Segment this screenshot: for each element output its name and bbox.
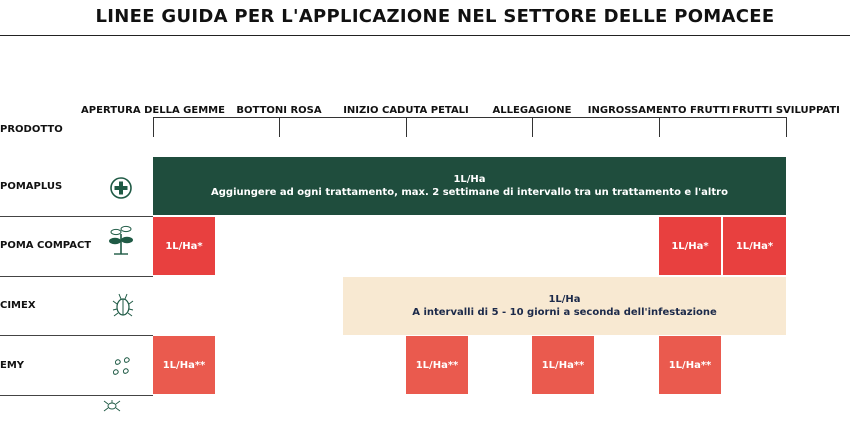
timeline-tick — [406, 117, 407, 137]
header-product-label: PRODOTTO — [0, 124, 63, 135]
stage-bottoni-rosa: BOTTONI ROSA — [236, 105, 322, 116]
plant-icon — [108, 222, 134, 256]
timeline-tick — [153, 117, 154, 137]
plus-circle-icon — [109, 176, 133, 200]
bar-note: Aggiungere ad ogni trattamento, max. 2 settimane di intervallo tra un trattamento e l'altro — [211, 187, 728, 198]
timeline-axis — [153, 117, 786, 118]
bar-dose: 1L/Ha — [453, 174, 486, 185]
bar-dose: 1L/Ha** — [162, 359, 206, 371]
timeline-tick — [786, 117, 787, 137]
stage-frutti-sviluppati: FRUTTI SVILUPPATI — [732, 105, 840, 116]
poma-compact-bar — [153, 217, 215, 275]
bar-dose: 1L/Ha — [548, 294, 581, 305]
timeline-tick — [532, 117, 533, 137]
row-divider — [0, 395, 153, 396]
cimex-bar — [343, 277, 786, 335]
product-name-cimex: CIMEX — [0, 300, 36, 311]
bar-dose: 1L/Ha* — [165, 240, 203, 252]
pomaplus-bar — [153, 157, 786, 215]
title-divider — [0, 35, 850, 36]
timeline-tick — [279, 117, 280, 137]
page-title: LINEE GUIDA PER L'APPLICAZIONE NEL SETTORE DELLE POMACEE — [95, 6, 775, 27]
row-divider — [0, 216, 153, 217]
larvae-icon — [110, 354, 134, 378]
product-name-poma-compact: POMA COMPACT — [0, 240, 92, 251]
emy-bar — [406, 336, 468, 394]
mite-icon — [103, 398, 121, 412]
bar-dose: 1L/Ha** — [415, 359, 459, 371]
bar-dose: 1L/Ha* — [735, 240, 774, 252]
poma-compact-bar — [723, 217, 786, 275]
stage-caduta-petali: INIZIO CADUTA PETALI — [343, 105, 469, 116]
bar-note: A intervalli di 5 - 10 giorni a seconda dell'infestazione — [412, 307, 717, 318]
bar-dose: 1L/Ha** — [668, 359, 712, 371]
emy-bar — [153, 336, 215, 394]
timeline-tick — [659, 117, 660, 137]
stage-allegagione: ALLEGAGIONE — [492, 105, 572, 116]
bar-dose: 1L/Ha* — [671, 240, 709, 252]
stage-ingrossamento: INGROSSAMENTO FRUTTI — [587, 105, 731, 116]
product-name-emy: EMY — [0, 360, 25, 371]
bug-icon — [112, 292, 134, 318]
product-name-pomaplus: POMAPLUS — [0, 181, 63, 192]
row-divider — [0, 335, 153, 336]
stage-apertura: APERTURA DELLA GEMME — [81, 105, 225, 116]
emy-bar — [659, 336, 721, 394]
poma-compact-bar — [659, 217, 721, 275]
row-divider — [0, 276, 153, 277]
bar-dose: 1L/Ha** — [541, 359, 585, 371]
emy-bar — [532, 336, 594, 394]
